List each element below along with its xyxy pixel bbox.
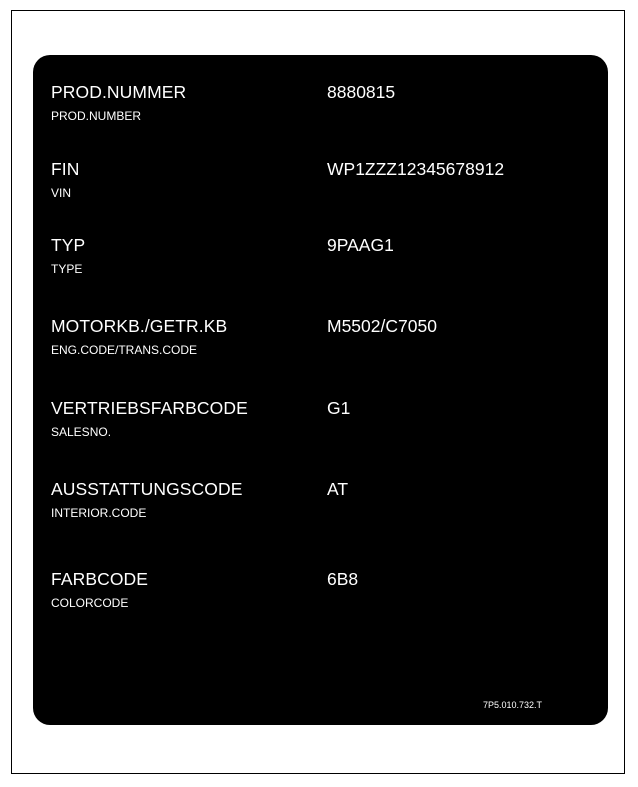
label-farbcode: FARBCODE: [51, 569, 149, 589]
value-sales-color-code: G1: [327, 398, 351, 418]
label-typ: TYP: [51, 235, 86, 255]
value-type: 9PAAG1: [327, 235, 394, 255]
label-salesno: SALESNO.: [51, 425, 112, 439]
label-type: TYPE: [51, 262, 83, 276]
label-fin: FIN: [51, 159, 80, 179]
label-motorkb-getrkb: MOTORKB./GETR.KB: [51, 316, 228, 336]
label-interior-code: INTERIOR.CODE: [51, 506, 147, 520]
label-prod-number: PROD.NUMBER: [51, 109, 142, 123]
plate-part-number: 7P5.010.732.T: [483, 700, 543, 710]
value-prod-number: 8880815: [327, 82, 396, 102]
value-color-code: 6B8: [327, 569, 359, 589]
label-prod-nummer: PROD.NUMMER: [51, 82, 187, 102]
value-vin: WP1ZZZ12345678912: [327, 159, 505, 179]
label-vertriebsfarbcode: VERTRIEBSFARBCODE: [51, 398, 248, 418]
value-engine-trans-code: M5502/C7050: [327, 316, 437, 336]
label-eng-trans-code: ENG.CODE/TRANS.CODE: [51, 343, 198, 357]
label-vin: VIN: [51, 186, 72, 200]
vehicle-data-plate: [33, 55, 608, 725]
label-ausstattungscode: AUSSTATTUNGSCODE: [51, 479, 243, 499]
label-colorcode: COLORCODE: [51, 596, 129, 610]
value-interior-code: AT: [327, 479, 349, 499]
